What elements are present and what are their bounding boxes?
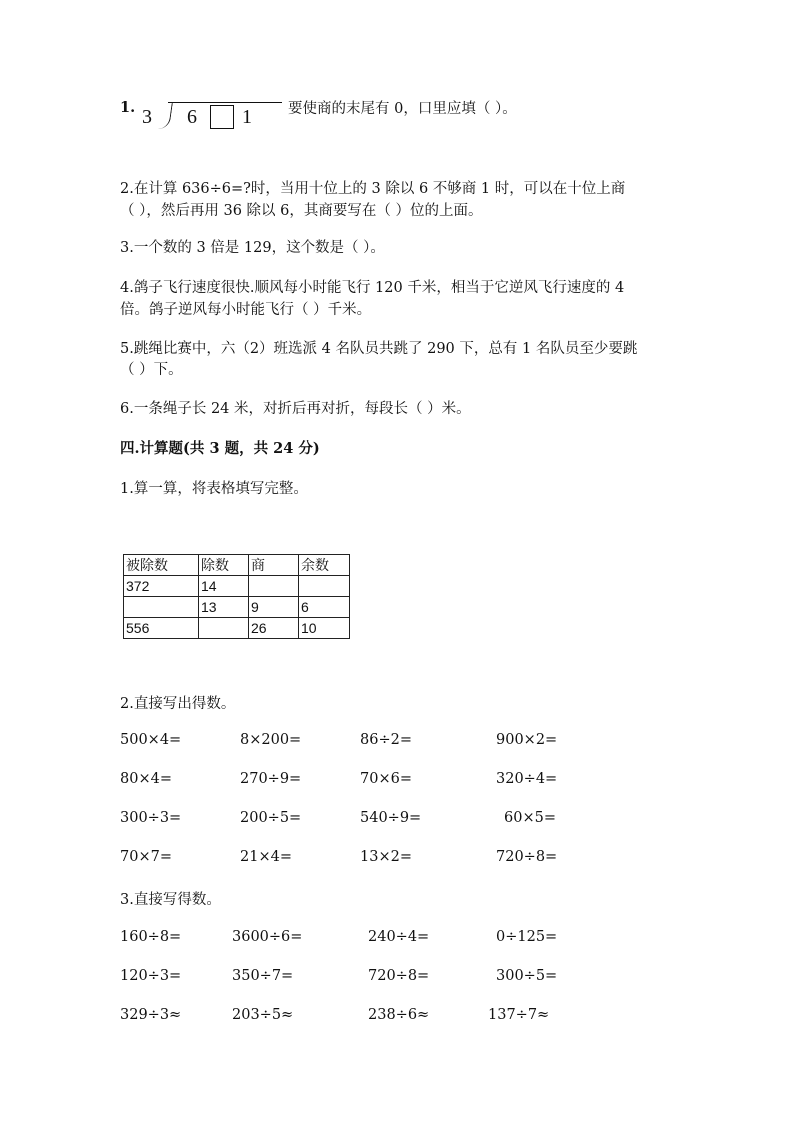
calc-item: 540÷9= — [360, 810, 422, 826]
calc-item: 300÷5= — [496, 968, 558, 984]
calc-item: 270÷9= — [240, 771, 302, 787]
table-cell: 14 — [199, 576, 249, 597]
q5-line2: （ ）下。 — [120, 362, 183, 378]
calc-item: 0÷125= — [496, 929, 558, 945]
calc-q1-prompt: 1.算一算，将表格填写完整。 — [120, 481, 308, 497]
table-cell-blank[interactable] — [299, 576, 350, 597]
calc-item: 70×7= — [120, 849, 172, 865]
table-cell: 10 — [299, 618, 350, 639]
calc-item: 86÷2= — [360, 732, 412, 748]
calc-item: 300÷3= — [120, 810, 182, 826]
calc-item: 500×4= — [120, 732, 182, 748]
calc-q2-prompt: 2.直接写出得数。 — [120, 696, 236, 712]
q1-text: 要使商的末尾有 0，口里应填（ ）。 — [288, 101, 517, 117]
table-cell: 26 — [249, 618, 299, 639]
table-cell-blank[interactable] — [199, 618, 249, 639]
q4-line2: 倍。鸽子逆风每小时能飞行（ ）千米。 — [120, 302, 372, 318]
q6-line1: 6.一条绳子长 24 米，对折后再对折，每段长（ ）米。 — [120, 401, 471, 417]
calc-item: 900×2= — [496, 732, 558, 748]
calc-item: 720÷8= — [368, 968, 430, 984]
calc-item: 200÷5= — [240, 810, 302, 826]
long-division-digit-first: 6 — [187, 106, 197, 128]
table-header-cell: 余数 — [299, 555, 350, 576]
calc-item: 203÷5≈ — [232, 1007, 294, 1023]
calc-item: 8×200= — [240, 732, 302, 748]
long-division-blank-box[interactable] — [210, 105, 234, 129]
calc-item: 70×6= — [360, 771, 412, 787]
q5-line1: 5.跳绳比赛中，六（2）班选派 4 名队员共跳了 290 下，总有 1 名队员至少要跳 — [120, 341, 638, 357]
calc-item: 238÷6≈ — [368, 1007, 430, 1023]
long-division-bracket — [158, 103, 173, 129]
q2-line2: （ ），然后再用 36 除以 6，其商要写在（ ）位的上面。 — [120, 203, 483, 219]
table-header-cell: 除数 — [199, 555, 249, 576]
table-cell: 556 — [124, 618, 199, 639]
table-header-cell: 被除数 — [124, 555, 199, 576]
calc-item: 80×4= — [120, 771, 172, 787]
division-table — [123, 554, 350, 639]
table-cell-blank[interactable] — [124, 597, 199, 618]
calc-item: 320÷4= — [496, 771, 558, 787]
calc-item: 137÷7≈ — [488, 1007, 550, 1023]
table-cell: 6 — [299, 597, 350, 618]
table-cell: 9 — [249, 597, 299, 618]
table-header-row — [124, 555, 350, 576]
long-division-divisor: 3 — [142, 106, 152, 128]
q3-line1: 3.一个数的 3 倍是 129，这个数是（ ）。 — [120, 240, 385, 256]
calc-item: 329÷3≈ — [120, 1007, 182, 1023]
calc-item: 350÷7= — [232, 968, 294, 984]
table-row — [124, 597, 350, 618]
table-row — [124, 618, 350, 639]
calc-item: 160÷8= — [120, 929, 182, 945]
calc-item: 240÷4= — [368, 929, 430, 945]
calc-item: 720÷8= — [496, 849, 558, 865]
section-title: 四.计算题(共 3 题，共 24 分) — [120, 440, 320, 457]
calc-item: 120÷3= — [120, 968, 182, 984]
long-division-bar — [168, 102, 282, 103]
q2-line1: 2.在计算 636÷6=?时，当用十位上的 3 除以 6 不够商 1 时，可以在十位上商 — [120, 181, 626, 197]
table-header-cell: 商 — [249, 555, 299, 576]
q4-line1: 4.鸽子飞行速度很快.顺风每小时能飞行 120 千米，相当于它逆风飞行速度的 4 — [120, 280, 625, 296]
table-cell: 372 — [124, 576, 199, 597]
table-cell: 13 — [199, 597, 249, 618]
q1-number: 1. — [120, 99, 136, 116]
calc-item: 13×2= — [360, 849, 412, 865]
table-row — [124, 576, 350, 597]
long-division-digit-last: 1 — [242, 106, 252, 128]
calc-item: 3600÷6= — [232, 929, 303, 945]
table-cell-blank[interactable] — [249, 576, 299, 597]
calc-q3-prompt: 3.直接写得数。 — [120, 892, 221, 908]
calc-item: 21×4= — [240, 849, 292, 865]
calc-item: 60×5= — [504, 810, 556, 826]
